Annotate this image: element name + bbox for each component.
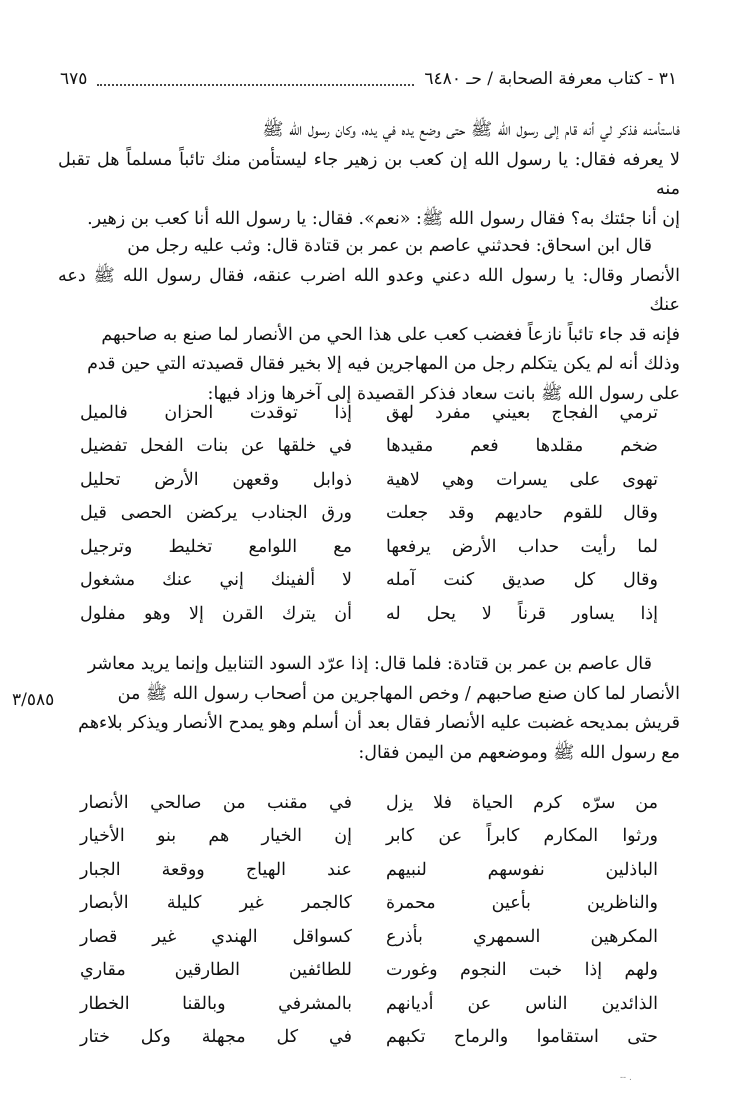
running-header	[60, 64, 677, 94]
hemistich-second: في كل مجهلة وكل ختار	[80, 1027, 352, 1048]
hemistich-second: في مقنب من صالحي الأنصار	[80, 792, 352, 813]
chapter-title: ٣١ - كتاب معرفة الصحابة / حـ ٦٤٨٠	[424, 69, 677, 89]
hemistich-first: لما رأيت حداب الأرض يرفعها	[386, 536, 658, 557]
text-line: الأنصار لما كان صنع صاحبهم / وخص المهاجرين من أصحاب رسول الله ﷺ من	[117, 683, 680, 704]
hemistich-first: ورثوا المكارم كابراً عن كابر	[386, 826, 658, 847]
text-line: فاستأمنه فذكر لي أنه قام إلى رسول الله ﷺ حتى وضع يده في يده، وكان رسول الله ﷺ	[262, 120, 680, 140]
hemistich-second: في خلقها عن بنات الفحل تفضيل	[80, 436, 352, 457]
hemistich-second: مع اللوامع تخليط وترجيل	[80, 536, 352, 557]
hemistich-second: للطائفين الطارقين مقاري	[80, 960, 352, 981]
text-line: وذلك أنه لم يكن يتكلم رجل من المهاجرين فيه إلا بخير فقال قصيدته التي حين قدم	[87, 354, 680, 374]
hemistich-first: إذا يساور قرناً لا يحل له	[386, 603, 658, 624]
hemistich-second: ورق الجنادب يركضن الحصى قيل	[80, 503, 352, 524]
verse-line	[80, 497, 658, 531]
verse-line	[80, 987, 658, 1021]
hemistich-second: بالمشرفي وبالقنا الخطار	[80, 993, 352, 1014]
verse-line	[80, 396, 658, 430]
text-line: على رسول الله ﷺ بانت سعاد فذكر القصيدة إلى آخرها وزاد فيها:	[207, 383, 680, 404]
hemistich-second: كسواقل الهندي غير قصار	[80, 926, 352, 947]
hemistich-second: إن الخيار هم بنو الأخيار	[80, 826, 352, 847]
text-line: الأنصار وقال: يا رسول الله دعني وعدو الله اضرب عنقه، فقال رسول الله ﷺ دعه عنك	[58, 265, 680, 315]
text-line: قال عاصم بن عمر بن قتادة: فلما قال: إذا عرّد السود التنابيل وإنما يريد معاشر	[87, 654, 652, 674]
verse-line	[80, 463, 658, 497]
verse-line	[80, 920, 658, 954]
hemistich-first: ضخم مقلدها فعم مقيدها	[386, 436, 658, 457]
text-line: لا يعرفه فقال: يا رسول الله إن كعب بن زهير جاء ليستأمن منك تائباً مسلماً هل تقبل منه	[58, 149, 680, 199]
hemistich-first: ولهم إذا خبت النجوم وغورت	[386, 960, 658, 981]
hemistich-second: عند الهياج ووقعة الجبار	[80, 859, 352, 880]
verse-line	[80, 530, 658, 564]
poem-2	[80, 786, 658, 1054]
verse-line	[80, 786, 658, 820]
verse-line	[80, 597, 658, 631]
hemistich-first: الباذلين نفوسهم لنبيهم	[386, 859, 658, 880]
footer-mark: -- .	[620, 1073, 632, 1083]
hemistich-second: ذوابل وقعهن الأرض تحليل	[80, 469, 352, 490]
verse-line	[80, 853, 658, 887]
page-number: ٦٧٥	[60, 69, 88, 89]
hemistich-first: وقال للقوم حاديهم وقد جعلت	[386, 503, 658, 524]
margin-page-reference: ٣/٥٨٥	[12, 690, 55, 710]
leader-dots	[97, 84, 414, 86]
verse-line	[80, 820, 658, 854]
text-line: قال ابن اسحاق: فحدثني عاصم بن عمر بن قتادة قال: وثب عليه رجل من	[127, 236, 652, 256]
verse-line	[80, 430, 658, 464]
paragraph-3	[58, 650, 680, 768]
paragraph-2	[58, 232, 680, 409]
hemistich-second: لا ألفينك إني عنك مشغول	[80, 570, 352, 591]
verse-line	[80, 887, 658, 921]
text-line: فإنه قد جاء تائباً نازعاً فغضب كعب على هذا الحي من الأنصار لما صنع به صاحبهم	[101, 324, 680, 345]
hemistich-first: ترمي الفجاج بعيني مفرد لهق	[386, 402, 658, 423]
text-line: قريش بمديحه غضبت عليه الأنصار فقال بعد أن أسلم وهو يمدح الأنصار ويذكر بلاءهم	[78, 713, 680, 733]
hemistich-first: تهوى على يسرات وهي لاهية	[386, 469, 658, 490]
hemistich-first: الذائدين الناس عن أديانهم	[386, 993, 658, 1014]
hemistich-first: من سرّه كرم الحياة فلا يزل	[386, 792, 658, 813]
hemistich-first: والناظرين بأعين محمرة	[386, 893, 658, 914]
hemistich-first: المكرهين السمهري بأذرع	[386, 926, 658, 947]
verse-line	[80, 1021, 658, 1055]
verse-line	[80, 954, 658, 988]
hemistich-first: وقال كل صديق كنت آمله	[386, 570, 658, 591]
paragraph-1	[58, 116, 680, 234]
verse-line	[80, 564, 658, 598]
text-line: مع رسول الله ﷺ وموضعهم من اليمن فقال:	[358, 742, 680, 763]
hemistich-second: أن يترك القرن إلا وهو مفلول	[80, 603, 352, 624]
hemistich-first: حتى استقاموا والرماح تكبهم	[386, 1027, 658, 1048]
poem-1	[80, 396, 658, 631]
text-line: إن أنا جئتك به؟ فقال رسول الله ﷺ: «نعم». فقال: يا رسول الله أنا كعب بن زهير.	[87, 208, 680, 229]
hemistich-second: كالجمر غير كليلة الأبصار	[80, 893, 352, 914]
hemistich-second: إذا توقدت الحزان فالميل	[80, 402, 352, 423]
